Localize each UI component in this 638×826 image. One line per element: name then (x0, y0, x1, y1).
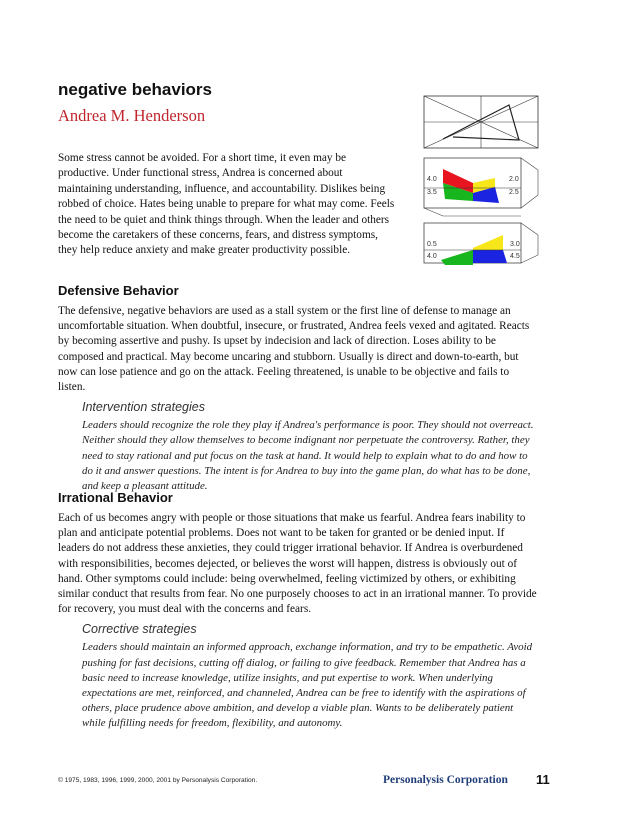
section-heading: Irrational Behavior (58, 490, 173, 505)
blue-quadrant-2 (473, 250, 507, 263)
graph2-bottom-right: 4.5 (510, 253, 520, 260)
author-name: Andrea M. Henderson (58, 106, 206, 125)
graph2-top-right: 3.0 (510, 241, 520, 248)
section-body: The defensive, negative behaviors are used as a stall system or the first line of defense to manage an uncomfortable situation. When doubtful, insecure, or frustrated, Andrea feels vexed and agitated. Reacts by becoming assertive and pushy. Is upset by indecision and lack of direction. Loses ability to be composed and practical. May become uncaring and stubborn. Usually is direct and down-to-earth, but now can lose patience and go on the attack. Feeling threatened, is unable to be objective and fails to listen. (58, 305, 530, 394)
personalysis-graphs-figure (423, 95, 541, 265)
graph1-top-right: 2.0 (509, 176, 519, 183)
strategy-heading: Intervention strategies (82, 400, 205, 415)
intro-paragraph: Some stress cannot be avoided. For a short time, it even may be productive. Under functional stress, Andrea is concerned about maintaining understanding, influence, and accountability. Dislikes being robbed of choice. Hates being unable to prepare for what may come. Feels the need to be quiet and think things through. When the leader and others become the caretakers of these concerns, fears, and distress symptoms, they help reduce anxiety and make greater productivity possible. (58, 152, 395, 257)
summary-graph (424, 96, 538, 148)
page-title: negative behaviors (58, 80, 213, 99)
irrational-behavior-section (58, 490, 538, 732)
graph2-bottom-left: 4.0 (427, 253, 437, 260)
color-graph-1 (424, 158, 538, 216)
graph2-top-left: 0.5 (427, 241, 437, 248)
color-graph-2 (424, 223, 538, 265)
defensive-behavior-section (58, 283, 538, 494)
page-number: 11 (536, 772, 550, 787)
company-name: Personalysis Corporation (383, 774, 508, 786)
strategy-body: Leaders should maintain an informed approach, exchange information, and try to be empathetic. Avoid pushing for fast decisions, cutting off dialog, or failing to give feedback. Remember that Andrea has a basic need to increase knowledge, utilize insights, and put expertise to work. When underlying expectations are met, reinforced, and channeled, Andrea can be free to identify with the aspirations of others, place prudence above ambition, and develop a viable plan. Wants to be deliberately patient while fulfilling needs for freedom, flexibility, and autonomy. (82, 641, 533, 730)
section-heading: Defensive Behavior (58, 283, 179, 298)
graph1-bottom-right: 2.5 (509, 189, 519, 196)
section-body: Each of us becomes angry with people or those situations that make us fearful. Andrea fears inability to plan and anticipate potential problems. Does not want to be taken for granted or be denied input. If leaders do not address these anxieties, they could trigger irrational behavior. If Andrea is overburdened with responsibilities, becomes dejected, or believes the worst will happen, distress is obviously out of hand. Other symptoms could include: being overwhelmed, feeling victimized by others, or exhibiting similar conduct that results from fear. No one purposely chooses to act in an irrational manner. To provide for recovery, you must deal with the concerns and fears. (58, 512, 537, 616)
copyright-notice: © 1975, 1983, 1996, 1999, 2000, 2001 by Personalysis Corporation. (58, 777, 258, 784)
graph1-bottom-left: 3.5 (427, 189, 437, 196)
graph1-top-left: 4.0 (427, 176, 437, 183)
strategy-body: Leaders should recognize the role they play if Andrea's performance is poor. They should not overreact. Neither should they allow themselves to become indignant nor perpetuate the controversy. Rather, they need to stay rational and put focus on the task at hand. It would help to explain what to do and how to do it and answer questions. The intent is for Andrea to buy into the game plan, do what has to be done, and keep a pleasant attitude. (82, 419, 534, 493)
strategy-heading: Corrective strategies (82, 622, 197, 637)
